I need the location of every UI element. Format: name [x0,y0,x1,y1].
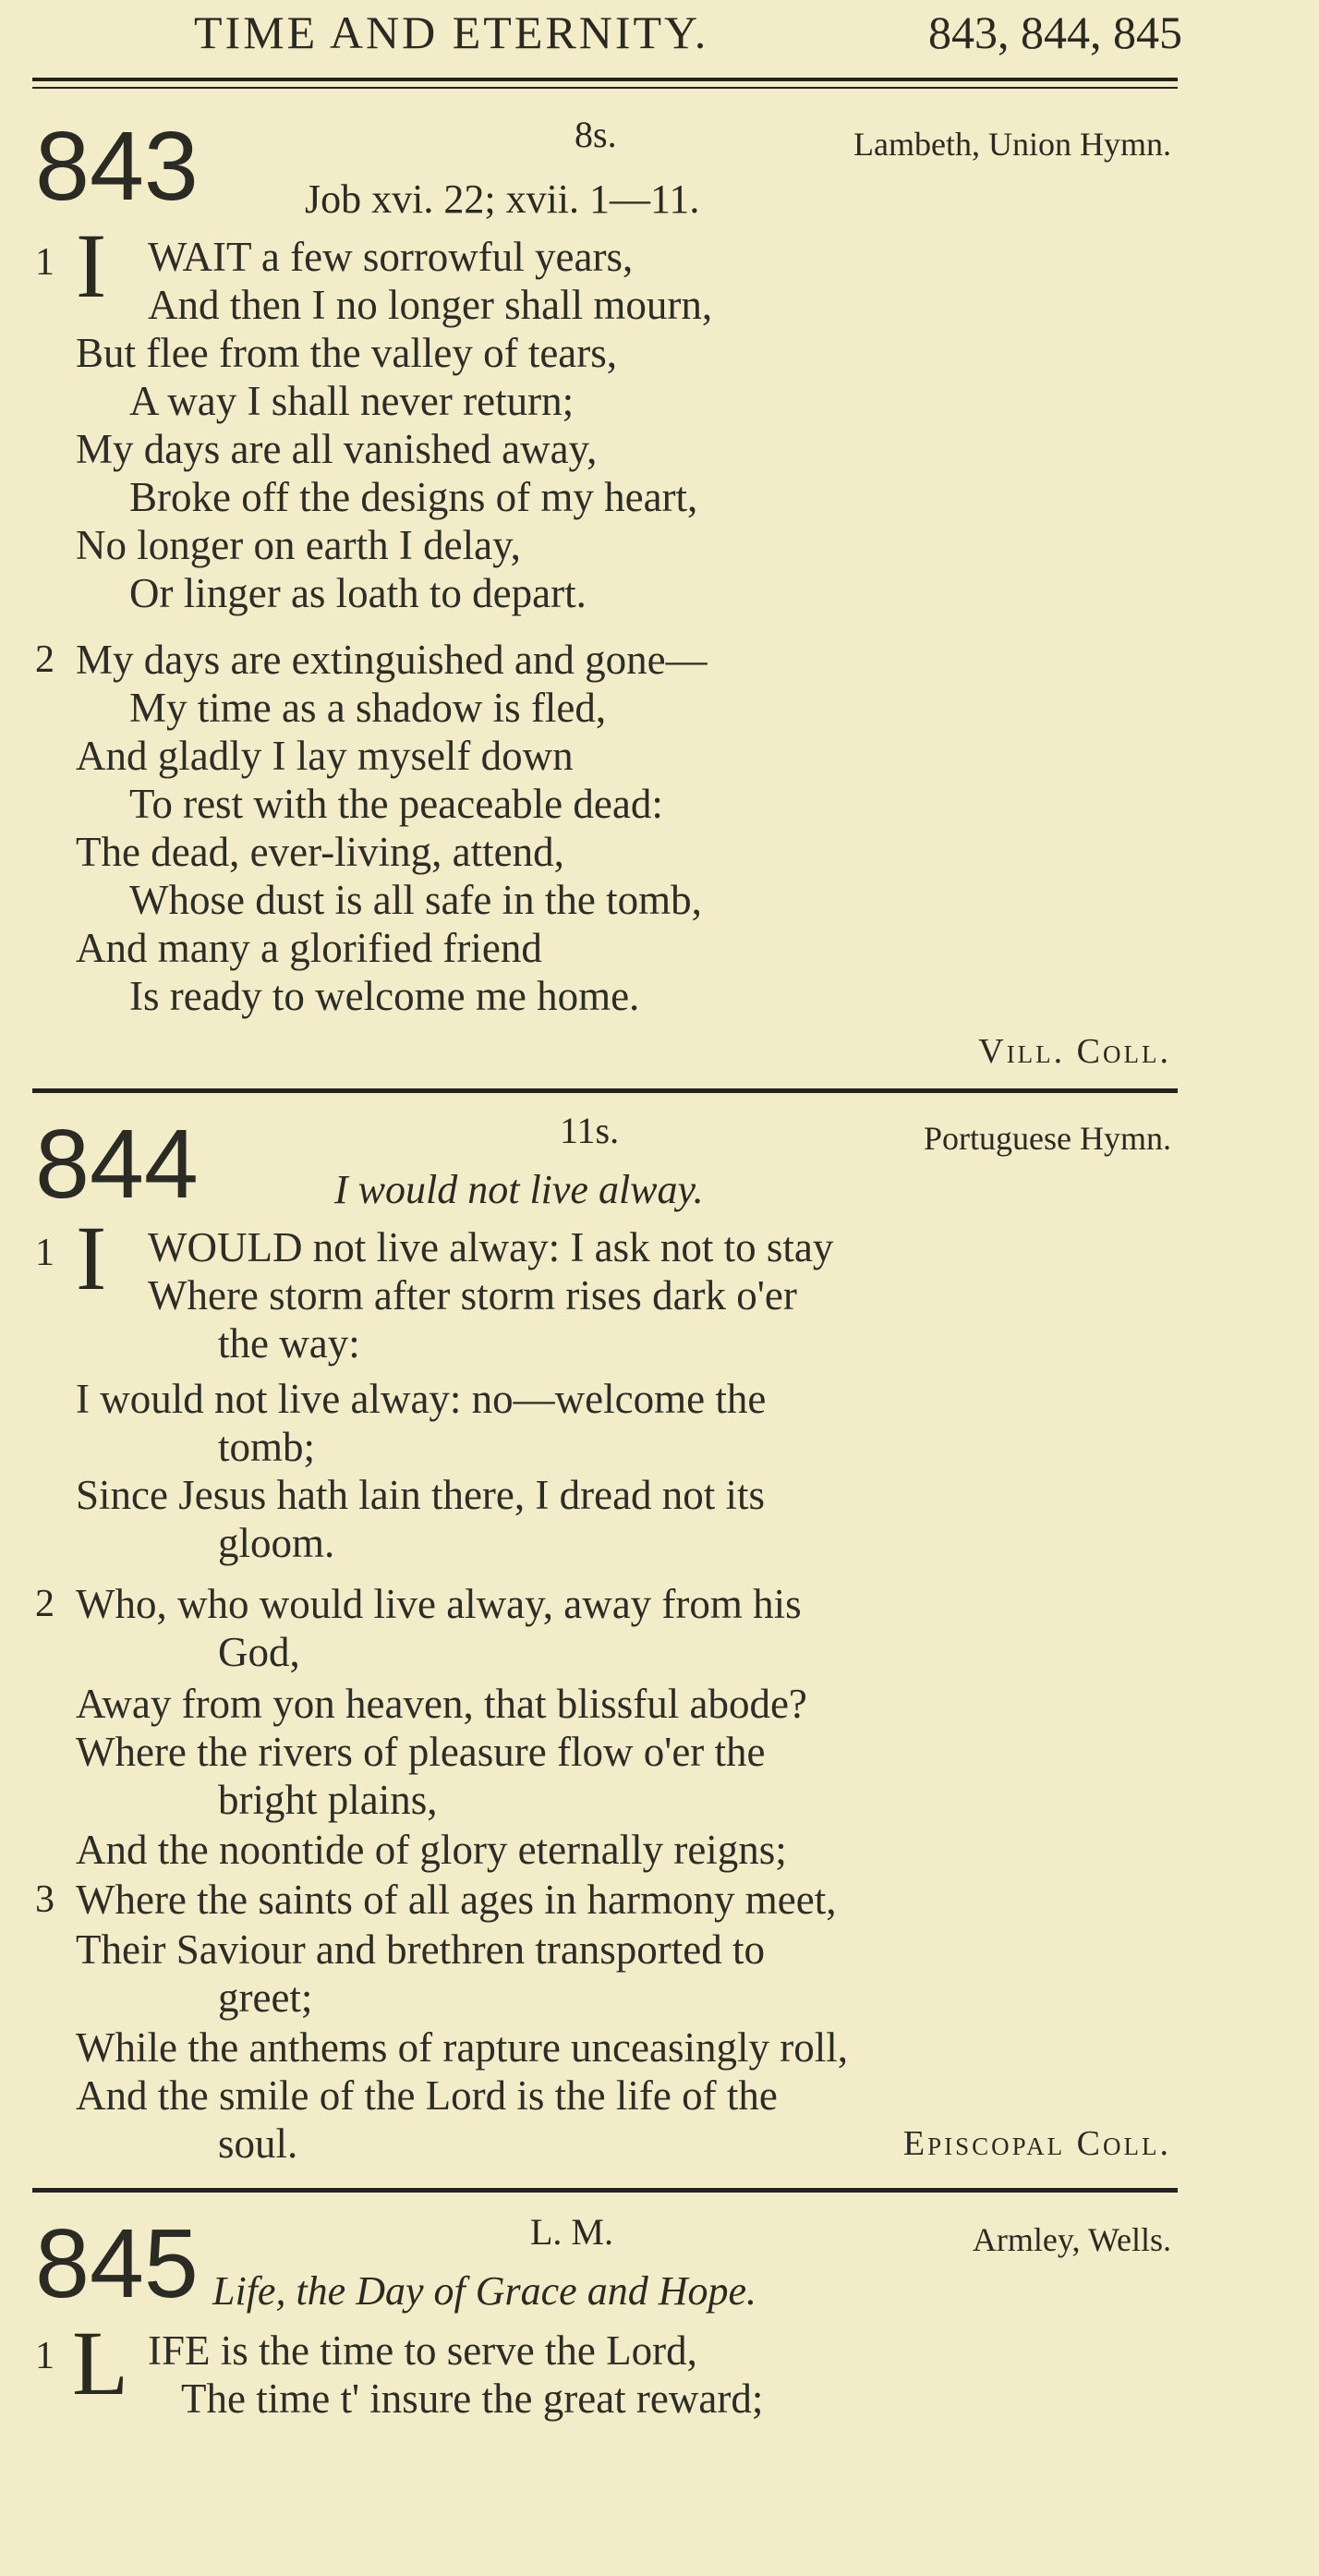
hymn-line: God, [218,1629,300,1675]
hymn-line: Where storm after storm rises dark o'er [148,1272,797,1318]
hymn-line: Who, who would live alway, away from his [76,1581,802,1627]
verse-number: 1 [35,241,54,284]
hymn-line: bright plains, [218,1777,438,1823]
hymn-843-attribution: Vill. Coll. [978,1032,1171,1071]
hymn-line: And many a glorified friend [76,925,542,971]
hymn-line: soul. [218,2120,298,2167]
hymn-line: Where the rivers of pleasure flow o'er the [76,1729,766,1775]
hymn-line: gloom. [218,1520,335,1566]
hymn-line: greet; [218,1975,313,2021]
hymn-line: Since Jesus hath lain there, I dread not its [76,1472,766,1518]
hymn-843-tunes: Lambeth, Union Hymn. [853,126,1171,163]
running-header [194,0,1182,65]
hymn-line: Whose dust is all safe in the tomb, [129,877,702,923]
hymn-843-subtitle: Job xvi. 22; xvii. 1—11. [305,176,700,222]
hymn-844-meter: 11s. [560,1110,620,1151]
hymn-line: The dead, ever-living, attend, [76,829,564,875]
hymn-line: No longer on earth I delay, [76,522,521,568]
hymn-line: But flee from the valley of tears, [76,330,618,376]
hymn-line: And gladly I lay myself down [76,733,574,779]
verse-number: 2 [35,1583,54,1625]
hymn-844-attribution: Episcopal Coll. [902,2124,1171,2163]
hymn-line: Or linger as loath to depart. [129,570,587,616]
hymn-843-meter: 8s. [575,114,617,155]
hymn-line: Away from yon heaven, that blissful abode? [76,1681,807,1727]
hymn-line: While the anthems of rapture unceasingly roll, [76,2024,848,2071]
hymn-number-843: 843 [35,112,199,221]
drop-cap: I [76,1207,107,1309]
hymn-line: My days are all vanished away, [76,426,598,472]
drop-cap: L [72,2312,129,2414]
section-divider [32,2188,1178,2193]
hymn-845-meter: L. M. [530,2211,613,2253]
hymn-line: And the smile of the Lord is the life of the [76,2072,778,2119]
hymn-line: My days are extinguished and gone— [76,637,708,683]
hymn-line: My time as a shadow is fled, [129,685,607,731]
header-page-numbers: 843, 844, 845 [928,6,1182,58]
hymn-line: The time t' insure the great reward; [181,2376,764,2422]
hymn-line: WAIT a few sorrowful years, [148,234,634,280]
hymn-line: WOULD not live alway: I ask not to stay [148,1224,834,1270]
verse-number: 3 [35,1878,54,1921]
hymn-844-tunes: Portuguese Hymn. [924,1120,1171,1157]
hymn-line: To rest with the peaceable dead: [129,781,663,827]
hymn-845-tunes: Armley, Wells. [972,2221,1171,2258]
hymn-line: Is ready to welcome me home. [129,973,640,1019]
drop-cap: I [76,214,107,317]
hymn-844-subtitle: I would not live alway. [334,1167,704,1212]
hymn-line: Broke off the designs of my heart, [129,474,698,520]
verse-number: 1 [35,2335,54,2377]
hymn-line: the way: [218,1320,360,1367]
hymn-line: A way I shall never return; [129,378,575,424]
hymn-line: tomb; [218,1424,316,1470]
hymn-number-845: 845 [35,2209,199,2318]
hymn-line: Their Saviour and brethren transported to [76,1926,766,1973]
verse-number: 1 [35,1232,54,1274]
hymn-line: And then I no longer shall mourn, [148,282,713,328]
hymn-line: Where the saints of all ages in harmony meet, [76,1877,837,1923]
verse-number: 2 [35,638,54,681]
header-rule [32,78,1178,89]
hymn-line: IFE is the time to serve the Lord, [148,2327,697,2374]
section-divider [32,1088,1178,1093]
hymn-number-844: 844 [35,1110,199,1219]
header-title: TIME AND ETERNITY. [194,6,709,58]
hymn-line: And the noontide of glory eternally reigns; [76,1827,787,1873]
hymn-line: I would not live alway: no—welcome the [76,1376,767,1422]
hymn-845-subtitle: Life, the Day of Grace and Hope. [212,2268,756,2314]
